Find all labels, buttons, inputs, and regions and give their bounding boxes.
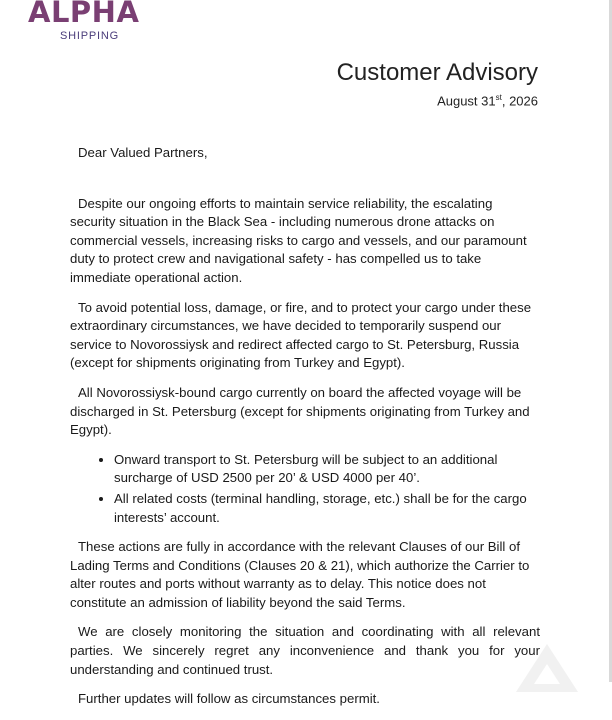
company-logo — [28, 0, 158, 44]
date-text: August 31 — [437, 93, 496, 109]
watermark-logo — [512, 642, 582, 692]
letter-body — [70, 144, 540, 720]
date-suffix: st — [495, 93, 502, 102]
logo-wordmark: ALPHA — [28, 0, 140, 29]
salutation: Dear Valued Partners, — [78, 145, 208, 160]
paragraph-3: All Novorossiysk-bound cargo currently on board the affected voyage will be discharged in St. Petersburg (except for shipments originating from Turkey and Egypt). — [70, 384, 530, 438]
bullet-item-surcharge: • Onward transport to St. Petersburg will be subject to an additional surcharge of USD 2500 per 20’ & USD 4000 per 40’. — [114, 451, 540, 488]
paragraph-4: These actions are fully in accordance with the relevant Clauses of our Bill of Lading Terms and Conditions (Clauses 20 & 21), which authorize the Carrier to alter routes and ports without warranty as to delay. This notice does not constitute an admission of liability beyond the said Terms. — [70, 539, 530, 610]
document-date — [437, 93, 538, 108]
paragraph-2: To avoid potential loss, damage, or fire, and to protect your cargo under these extraordinary circumstances, we have decided to temporarily suspend our service to Novorossiysk and redirect affected cargo to St. Petersburg, Russia (except for shipments originating from Turkey and Egypt). — [70, 299, 532, 371]
logo-subtitle: SHIPPING — [60, 30, 119, 42]
paragraph-5: We are closely monitoring the situation and coordinating with all relevant parties. We sincerely regret any inconvenience and thank you for your understanding and continued trust. — [70, 624, 540, 677]
date-year: , 2026 — [501, 93, 538, 109]
bullet-item-costs: • All related costs (terminal handling, storage, etc.) shall be for the cargo interests’ account. — [114, 490, 540, 527]
document-title: Customer Advisory — [336, 59, 538, 86]
bullet-list — [70, 451, 540, 527]
paragraph-6: Further updates will follow as circumstances permit. — [78, 691, 380, 707]
paragraph-1: Despite our ongoing efforts to maintain service reliability, the escalating security situation in the Black Sea - including numerous drone attacks on commercial vessels, increasing risks to cargo and vessels, and our paramount duty to protect crew and navigational safety - has compelled us to take immediate operational action. — [70, 195, 527, 285]
